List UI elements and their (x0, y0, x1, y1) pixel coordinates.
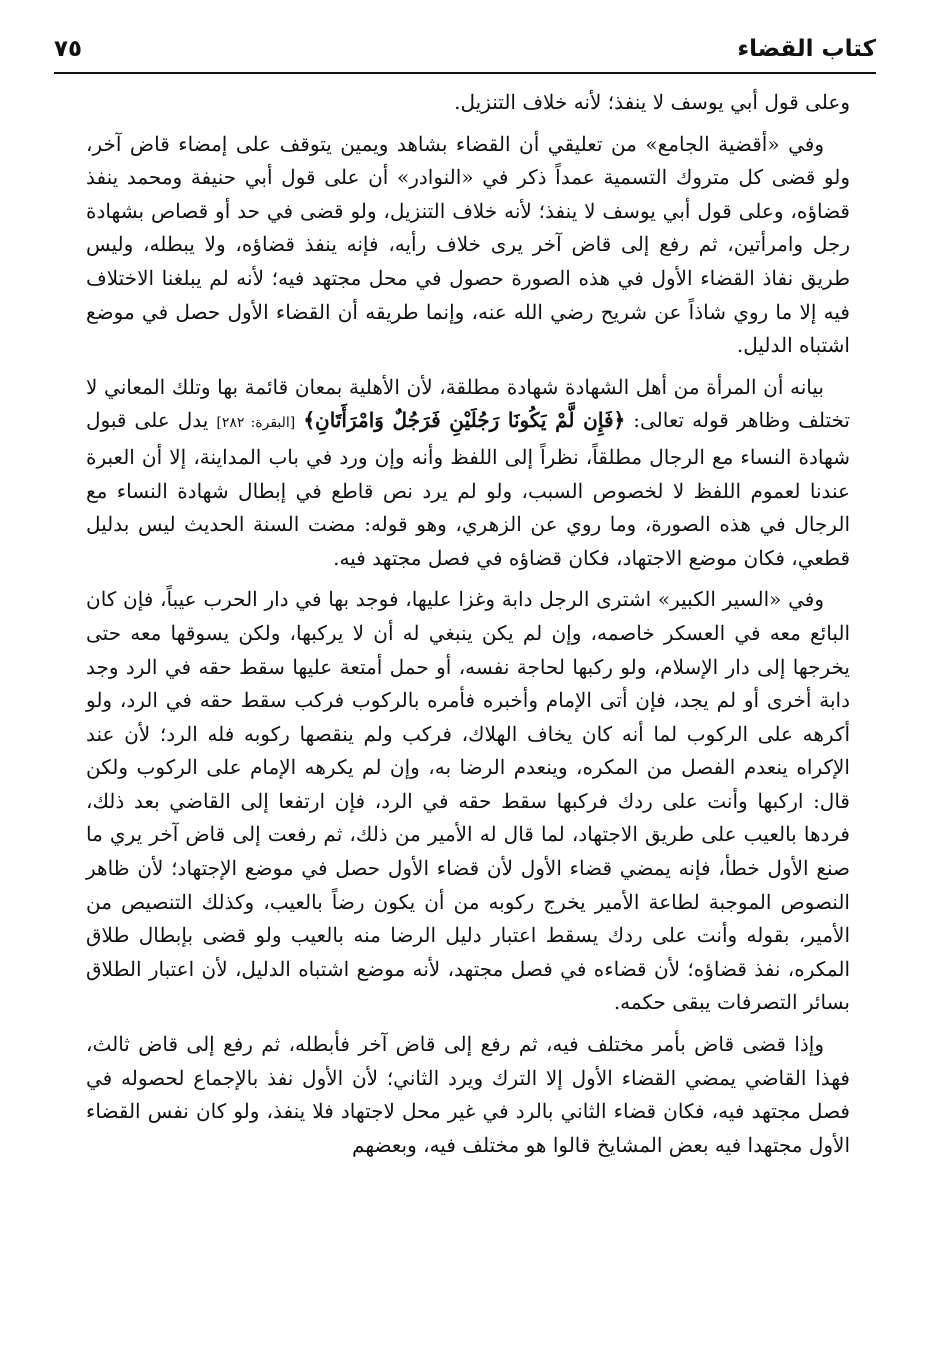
paragraph-2: وفي «أقضية الجامع» من تعليقي أن القضاء بشاهد ويمين يتوقف على إمضاء قاض آخر، ولو قضى كل متروك التسمية عمداً ذكر في «النوادر» أن على قول أبي حنيفة ومحمد ينفذ قضاؤه، وعلى قول أبي يوسف لا ينفذ؛ لأنه خلاف التنزيل، ولو قضى في حد أو قصاص بشهادة رجل وامرأتين، ثم رفع إلى قاض آخر يرى خلاف رأيه، فإنه ينفذ قضاؤه، ولا يبطله، وليس طريق نفاذ القضاء الأول في هذه الصورة حصول في محل مجتهد فيه؛ لأنه لم يبلغنا الاختلاف فيه إلا ما روي شاذاً عن شريح رضي الله عنه، وإنما طريقه أن القضاء الأول حصل في موضع اشتباه الدليل. (86, 131, 850, 358)
paragraph-1: وعلى قول أبي يوسف لا ينفذ؛ لأنه خلاف التنزيل. (454, 90, 850, 114)
quran-verse: ﴿فَإِن لَّمْ يَكُونَا رَجُلَيْنِ فَرَجُلٌ وَامْرَأَتَانِ﴾ (303, 408, 626, 433)
paragraph-3-text-before: بيانه أن المرأة من أهل الشهادة شهادة مطلقة، لأن الأهلية بمعان قائمة بها وتلك المعاني لا تختلف وظاهر قوله تعالى: (86, 374, 851, 433)
page-number: ٧٥ (54, 36, 83, 62)
paragraph-3-text-after: يدل على قبول شهادة النساء مع الرجال مطلقاً، نظراً إلى اللفظ وأنه وإن ورد في باب المداينة، إلا أن العبرة عندنا لعموم اللفظ لا لخصوص السبب، ولو لم يرد نص قاطع في إبطال شهادة النساء مع الرجال في هذه الصورة، وما روي عن الزهري، وهو قوله: مضت السنة الحديث ليس بدليل قطعي، فكان موضع الاجتهاد، فكان قضاؤه في فصل مجتهد فيه. (86, 408, 850, 570)
paragraph-3 (86, 371, 850, 576)
page-header (54, 30, 876, 74)
running-title: كتاب القضاء (737, 36, 876, 62)
verse-reference: [البقرة: ٢٨٢] (216, 415, 296, 432)
header-rule (54, 72, 876, 74)
paragraph-5: وإذا قضى قاض بأمر مختلف فيه، ثم رفع إلى قاض آخر فأبطله، ثم رفع إلى قاض ثالث، فهذا القاضي يمضي القضاء الأول إلا الترك ويرد الثاني؛ لأن الأول نفذ بالإجماع لحصوله في فصل مجتهد فيه، فكان قضاء الثاني بالرد في غير محل لاجتهاد فلا ينفذ، ولو كان نفس القضاء الأول مجتهدا فيه بعض المشايخ قالوا هو مختلف فيه، وبعضهم (86, 1032, 850, 1157)
page-body (86, 86, 850, 1170)
paragraph-4: وفي «السير الكبير» اشترى الرجل دابة وغزا عليها، فوجد بها في دار الحرب عيباً، فإن كان البائع معه في العسكر خاصمه، وإن لم يكن ينبغي له أن لا يركبها، ولكن يسوقها معه حتى يخرجها إلى دار الإسلام، ولو ركبها لحاجة نفسه، أو حمل أمتعة عليها سقط حقه في الرد وجد دابة أخرى أو لم يجد، فإن أتى الإمام وأخبره فأمره بالركوب فركب سقط حقه في الرد، ولو أكرهه على الركوب لما أنه كان يخاف الهلاك، فركب ولم ينقصها ركوبه فله الرد؛ لأن عند الإكراه ينعدم الفصل من المكره، وينعدم الرضا به، وإن لم يكرهه الإمام على الركوب ولكن قال: اركبها وأنت على ردك فركبها سقط حقه في الرد، فإن ارتفعا إلى القاضي بعد ذلك، فردها بالعيب على طريق الاجتهاد، لما قال له الأمير من ذلك، ثم رفعت إلى قاض آخر يري ما صنع الأول خطأ، فإنه يمضي قضاء الأول لأن قضاء الأول حصل في موضع الإجتهاد؛ لأن ظاهر النصوص الموجبة لطاعة الأمير يخرج ركوبه من أن يكون رضاً بالعيب، وكذلك التنصيص من الأمير، بقوله وأنت على ردك يسقط اعتبار دليل الرضا منه بالعيب ولو قضى بإبطال طلاق المكره، نفذ قضاؤه؛ لأن قضاءه في فصل مجتهد، لأنه موضع اشتباه الدليل، لأن اعتبار الطلاق بسائر التصرفات يبقى حكمه. (86, 587, 850, 1015)
